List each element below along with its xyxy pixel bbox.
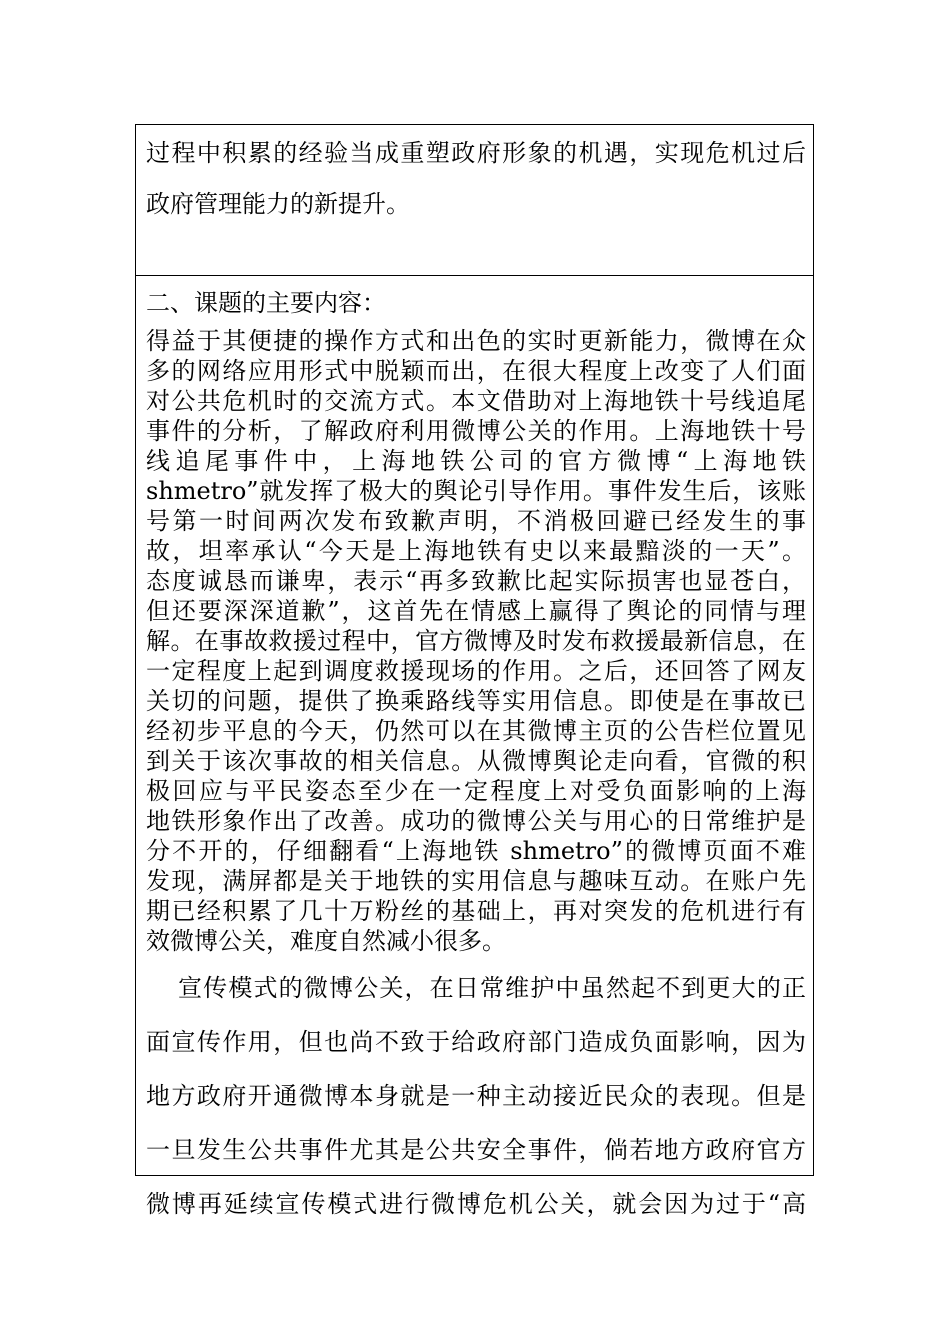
text-line: 经初步平息的今天，仍然可以在其微博主页的公告栏位置见 bbox=[146, 717, 806, 745]
table-cell-main-content bbox=[136, 276, 813, 1218]
text-line: 一旦发生公共事件尤其是公共安全事件，倘若地方政府官方 bbox=[146, 1136, 806, 1164]
text-line: 态度诚恳而谦卑，表示“再多致歉比起实际损害也显苍白， bbox=[146, 567, 806, 595]
text-line: 事件的分析，了解政府利用微博公关的作用。上海地铁十号 bbox=[146, 417, 806, 445]
text-line: 关切的问题，提供了换乘路线等实用信息。即使是在事故已 bbox=[146, 687, 806, 715]
section-heading: 二、课题的主要内容： bbox=[146, 289, 386, 317]
text-line: 对公共危机时的交流方式。本文借助对上海地铁十号线追尾 bbox=[146, 387, 806, 415]
text-line: 政府管理能力的新提升。 bbox=[146, 190, 410, 218]
text-line: 到关于该次事故的相关信息。从微博舆论走向看，官微的积 bbox=[146, 747, 806, 775]
text-line: 极回应与平民姿态至少在一定程度上对受负面影响的上海 bbox=[146, 777, 806, 805]
text-line: 面宣传作用，但也尚不致于给政府部门造成负面影响，因为 bbox=[146, 1028, 806, 1056]
text-line: 一定程度上起到调度救援现场的作用。之后，还回答了网友 bbox=[146, 657, 806, 685]
text-line: 多的网络应用形式中脱颖而出，在很大程度上改变了人们面 bbox=[146, 357, 806, 385]
document-table bbox=[135, 124, 814, 1218]
text-line: 但还要深深道歉”，这首先在情感上赢得了舆论的同情与理 bbox=[146, 597, 806, 625]
text-line: 号第一时间两次发布致歉声明，不消极回避已经发生的事 bbox=[146, 507, 806, 535]
text-line: 解。在事故救援过程中，官方微博及时发布救援最新信息，在 bbox=[146, 627, 806, 655]
table-cell-continuation bbox=[136, 125, 813, 276]
text-line: 分不开的，仔细翻看“上海地铁 shmetro”的微博页面不难 bbox=[146, 837, 806, 865]
text-line: shmetro”就发挥了极大的舆论引导作用。事件发生后，该账 bbox=[146, 477, 806, 505]
text-line-indented: 宣传模式的微博公关，在日常维护中虽然起不到更大的正 bbox=[178, 974, 806, 1002]
text-line: 地方政府开通微博本身就是一种主动接近民众的表现。但是 bbox=[146, 1082, 806, 1110]
text-line: 故，坦率承认“今天是上海地铁有史以来最黯淡的一天”。 bbox=[146, 537, 806, 565]
text-line: 线追尾事件中，上海地铁公司的官方微博“上海地铁 bbox=[146, 447, 806, 475]
text-line: 发现，满屏都是关于地铁的实用信息与趣味互动。在账户先 bbox=[146, 867, 806, 895]
text-line: 效微博公关，难度自然减小很多。 bbox=[146, 927, 506, 955]
text-line: 地铁形象作出了改善。成功的微博公关与用心的日常维护是 bbox=[146, 807, 806, 835]
text-line: 过程中积累的经验当成重塑政府形象的机遇，实现危机过后 bbox=[146, 139, 806, 167]
text-line: 微博再延续宣传模式进行微博危机公关，就会因为过于“高 bbox=[146, 1190, 806, 1218]
text-line: 得益于其便捷的操作方式和出色的实时更新能力，微博在众 bbox=[146, 327, 806, 355]
text-line: 期已经积累了几十万粉丝的基础上，再对突发的危机进行有 bbox=[146, 897, 806, 925]
